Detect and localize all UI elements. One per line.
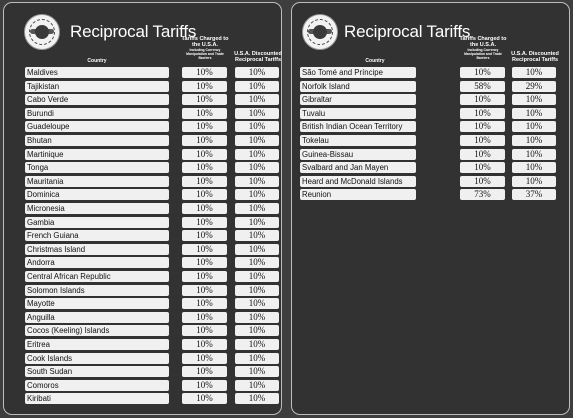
tariff-discounted-cell: 10% — [235, 135, 279, 146]
table-row — [4, 325, 283, 336]
tariff-charged-cell: 10% — [182, 366, 227, 377]
tariff-discounted-cell: 10% — [235, 393, 279, 404]
tariff-charged-cell: 10% — [182, 81, 227, 92]
header-country: Country — [365, 58, 385, 64]
tariff-charged-cell: 10% — [182, 312, 227, 323]
presidential-seal-icon — [302, 14, 338, 50]
country-cell: Maldives — [25, 67, 169, 78]
tariff-discounted-cell: 10% — [235, 108, 279, 119]
tariff-charged-cell: 10% — [182, 135, 227, 146]
tariff-charged-cell: 10% — [182, 121, 227, 132]
tariff-discounted-cell: 10% — [235, 189, 279, 200]
tariff-discounted-cell: 10% — [235, 162, 279, 173]
country-cell: Comoros — [25, 380, 169, 391]
country-cell: Dominica — [25, 189, 169, 200]
table-row — [292, 94, 571, 105]
table-row — [292, 189, 571, 200]
table-row — [292, 81, 571, 92]
tariff-charged-cell: 10% — [182, 67, 227, 78]
tariff-discounted-cell: 10% — [235, 380, 279, 391]
tariff-discounted-cell: 10% — [235, 285, 279, 296]
country-cell: Cook Islands — [25, 353, 169, 364]
tariff-charged-cell: 10% — [182, 339, 227, 350]
country-cell: Tokelau — [300, 135, 416, 146]
country-cell: Gambia — [25, 217, 169, 228]
country-cell: British Indian Ocean Territory — [300, 121, 416, 132]
tariff-charged-cell: 10% — [182, 108, 227, 119]
table-row — [292, 121, 571, 132]
table-row — [292, 162, 571, 173]
tariff-charged-cell: 10% — [182, 244, 227, 255]
table-row — [4, 81, 283, 92]
tariff-charged-cell: 10% — [460, 149, 505, 160]
tariff-discounted-cell: 29% — [512, 81, 556, 92]
table-row — [4, 298, 283, 309]
tariff-charged-cell: 10% — [182, 380, 227, 391]
country-cell: Anguilla — [25, 312, 169, 323]
country-cell: Guadeloupe — [25, 121, 169, 132]
country-cell: Reunion — [300, 189, 416, 200]
country-cell: Burundi — [25, 108, 169, 119]
tariff-discounted-cell: 10% — [235, 366, 279, 377]
header-discounted-tariffs: U.S.A. Discounted Reciprocal Tariffs — [234, 51, 282, 63]
country-cell: Eritrea — [25, 339, 169, 350]
table-row — [4, 366, 283, 377]
country-cell: Svalbard and Jan Mayen — [300, 162, 416, 173]
tariff-board-right — [291, 2, 570, 415]
tariff-charged-cell: 73% — [460, 189, 505, 200]
country-cell: Tuvalu — [300, 108, 416, 119]
tariff-discounted-cell: 10% — [235, 94, 279, 105]
tariff-charged-cell: 10% — [182, 298, 227, 309]
table-row — [4, 189, 283, 200]
tariff-charged-cell: 10% — [460, 135, 505, 146]
country-cell: Christmas Island — [25, 244, 169, 255]
tariff-charged-cell: 10% — [182, 393, 227, 404]
table-row — [4, 353, 283, 364]
table-row — [4, 203, 283, 214]
tariff-charged-cell: 10% — [182, 257, 227, 268]
table-row — [4, 135, 283, 146]
tariff-charged-cell: 10% — [182, 94, 227, 105]
table-row — [4, 230, 283, 241]
country-cell: São Tomé and Príncipe — [300, 67, 416, 78]
tariff-discounted-cell: 37% — [512, 189, 556, 200]
table-row — [4, 149, 283, 160]
country-cell: Micronesia — [25, 203, 169, 214]
table-row — [4, 162, 283, 173]
table-row — [4, 121, 283, 132]
table-row — [4, 393, 283, 404]
country-cell: Mayotte — [25, 298, 169, 309]
tariff-charged-cell: 10% — [182, 271, 227, 282]
tariff-charged-cell: 10% — [182, 176, 227, 187]
country-cell: Tonga — [25, 162, 169, 173]
tariff-discounted-cell: 10% — [235, 121, 279, 132]
country-cell: Guinea-Bissau — [300, 149, 416, 160]
tariff-discounted-cell: 10% — [512, 121, 556, 132]
country-cell: Kiribati — [25, 393, 169, 404]
table-row — [4, 217, 283, 228]
tariff-discounted-cell: 10% — [512, 94, 556, 105]
board-title: Reciprocal Tariffs — [70, 22, 197, 41]
header-tariffs-charged: Tariffs Charged to the U.S.A. Including Currency Manipulation and Trade Barriers — [459, 36, 507, 60]
tariff-discounted-cell: 10% — [235, 271, 279, 282]
tariff-discounted-cell: 10% — [235, 325, 279, 336]
tariff-discounted-cell: 10% — [235, 149, 279, 160]
table-row — [292, 149, 571, 160]
country-cell: French Guiana — [25, 230, 169, 241]
tariff-discounted-cell: 10% — [235, 217, 279, 228]
tariff-discounted-cell: 10% — [512, 149, 556, 160]
country-cell: Andorra — [25, 257, 169, 268]
tariff-charged-cell: 10% — [460, 108, 505, 119]
country-cell: Martinique — [25, 149, 169, 160]
tariff-discounted-cell: 10% — [235, 312, 279, 323]
country-cell: Bhutan — [25, 135, 169, 146]
country-cell: Norfolk Island — [300, 81, 416, 92]
country-cell: Tajikistan — [25, 81, 169, 92]
table-row — [4, 312, 283, 323]
country-cell: Mauritania — [25, 176, 169, 187]
table-row — [4, 339, 283, 350]
table-row — [4, 94, 283, 105]
board-title: Reciprocal Tariffs — [344, 22, 471, 41]
tariff-charged-cell: 10% — [182, 285, 227, 296]
tariff-charged-cell: 10% — [182, 203, 227, 214]
tariff-discounted-cell: 10% — [235, 244, 279, 255]
tariff-discounted-cell: 10% — [235, 339, 279, 350]
tariff-charged-cell: 10% — [182, 189, 227, 200]
header-tariffs-charged: Tariffs Charged to the U.S.A. Including Currency Manipulation and Trade Barriers — [181, 36, 229, 60]
table-row — [4, 271, 283, 282]
tariff-discounted-cell: 10% — [235, 67, 279, 78]
tariff-discounted-cell: 10% — [235, 81, 279, 92]
tariff-charged-cell: 10% — [460, 94, 505, 105]
table-row — [4, 257, 283, 268]
table-row — [4, 176, 283, 187]
country-cell: Solomon Islands — [25, 285, 169, 296]
tariff-charged-cell: 58% — [460, 81, 505, 92]
table-row — [4, 285, 283, 296]
tariff-charged-cell: 10% — [460, 67, 505, 78]
tariff-discounted-cell: 10% — [512, 135, 556, 146]
tariff-discounted-cell: 10% — [235, 353, 279, 364]
tariff-charged-cell: 10% — [182, 217, 227, 228]
presidential-seal-icon — [24, 14, 60, 50]
table-row — [292, 108, 571, 119]
country-cell: South Sudan — [25, 366, 169, 377]
tariff-charged-cell: 10% — [182, 325, 227, 336]
tariff-discounted-cell: 10% — [235, 298, 279, 309]
tariff-charged-cell: 10% — [460, 176, 505, 187]
tariff-discounted-cell: 10% — [512, 162, 556, 173]
tariff-charged-cell: 10% — [182, 162, 227, 173]
table-row — [4, 244, 283, 255]
header-country: Country — [87, 58, 107, 64]
table-row — [4, 67, 283, 78]
table-row — [292, 67, 571, 78]
tariff-charged-cell: 10% — [460, 121, 505, 132]
header-discounted-tariffs: U.S.A. Discounted Reciprocal Tariffs — [511, 51, 559, 63]
tariff-charged-cell: 10% — [182, 353, 227, 364]
country-cell: Cocos (Keeling) Islands — [25, 325, 169, 336]
table-row — [292, 135, 571, 146]
tariff-discounted-cell: 10% — [235, 230, 279, 241]
tariff-discounted-cell: 10% — [235, 176, 279, 187]
tariff-discounted-cell: 10% — [235, 203, 279, 214]
country-cell: Heard and McDonald Islands — [300, 176, 416, 187]
tariff-discounted-cell: 10% — [512, 67, 556, 78]
table-row — [4, 380, 283, 391]
table-row — [292, 176, 571, 187]
tariff-board-left — [3, 2, 282, 415]
tariff-discounted-cell: 10% — [512, 108, 556, 119]
tariff-discounted-cell: 10% — [235, 257, 279, 268]
country-cell: Central African Republic — [25, 271, 169, 282]
table-row — [4, 108, 283, 119]
tariff-charged-cell: 10% — [182, 230, 227, 241]
country-cell: Cabo Verde — [25, 94, 169, 105]
tariff-charged-cell: 10% — [182, 149, 227, 160]
tariff-discounted-cell: 10% — [512, 176, 556, 187]
tariff-charged-cell: 10% — [460, 162, 505, 173]
country-cell: Gibraltar — [300, 94, 416, 105]
